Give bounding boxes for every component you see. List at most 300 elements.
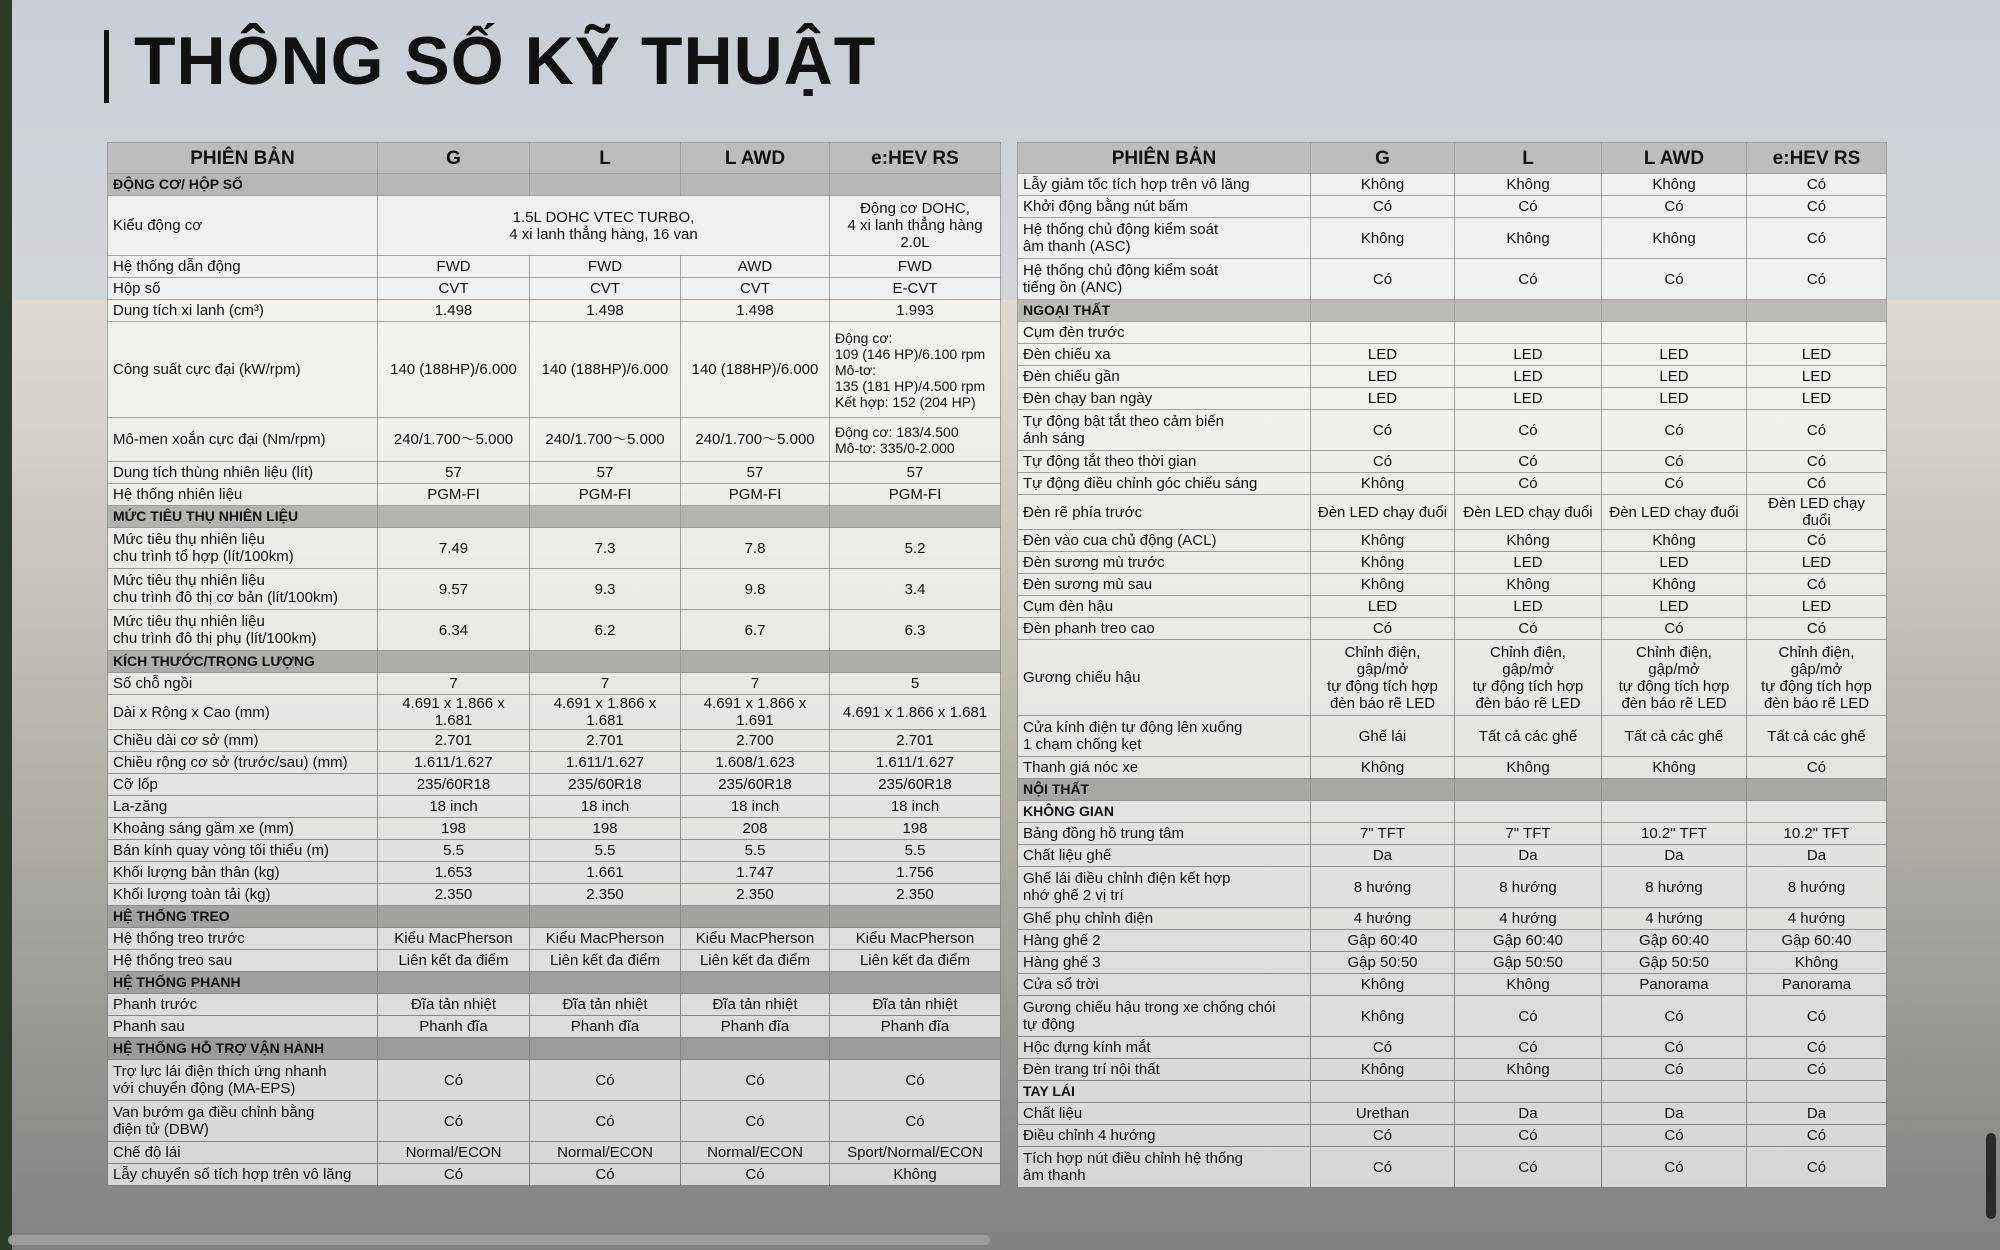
table-header-row: [1018, 143, 1887, 174]
spec-value: Không: [1311, 996, 1455, 1037]
spec-value: 198: [378, 818, 530, 840]
spec-row: [1018, 530, 1887, 552]
spec-label: Khởi động bằng nút bấm: [1018, 196, 1311, 218]
spec-row: [108, 673, 1001, 695]
empty-cell: [1747, 801, 1887, 823]
spec-row: [1018, 845, 1887, 867]
spec-value: Không: [1602, 574, 1747, 596]
empty-cell: [1455, 801, 1602, 823]
spec-row: [1018, 596, 1887, 618]
spec-label: Phanh trước: [108, 994, 378, 1016]
spec-label: Đèn phanh treo cao: [1018, 618, 1311, 640]
spec-value: Có: [530, 1164, 681, 1186]
spec-value: 57: [681, 462, 830, 484]
spec-value: 8 hướng: [1747, 867, 1887, 908]
spec-value: Có: [681, 1101, 830, 1142]
spec-value: Có: [1455, 1125, 1602, 1147]
spec-value: Động cơ DOHC, 4 xi lanh thẳng hàng 2.0L: [830, 196, 1001, 256]
spec-value: [1311, 322, 1455, 344]
spec-value: Không: [1747, 952, 1887, 974]
empty-cell: [530, 506, 681, 528]
empty-cell: [681, 1038, 830, 1060]
spec-value: Có: [1602, 259, 1747, 300]
spec-row: [1018, 618, 1887, 640]
spec-value: Không: [1455, 174, 1602, 196]
spec-label: Gương chiếu hậu: [1018, 640, 1311, 716]
spec-value: 4 hướng: [1455, 908, 1602, 930]
spec-value: Không: [1311, 473, 1455, 495]
header-variant: L: [1455, 143, 1602, 174]
spec-value: 1.498: [378, 300, 530, 322]
header-variant: G: [1311, 143, 1455, 174]
empty-cell: [1311, 1081, 1455, 1103]
spec-value: Có: [1747, 174, 1887, 196]
spec-value: 235/60R18: [830, 774, 1001, 796]
spec-label: Đèn trang trí nội thất: [1018, 1059, 1311, 1081]
spec-label: Trợ lực lái điện thích ứng nhanh với chuyển động (MA-EPS): [108, 1060, 378, 1101]
spec-value: Có: [1747, 473, 1887, 495]
section-title: HỆ THỐNG TREO: [108, 906, 378, 928]
spec-row: [1018, 1037, 1887, 1059]
spec-value: 18 inch: [530, 796, 681, 818]
spec-value: Không: [1311, 574, 1455, 596]
spec-value: 4.691 x 1.866 x 1.681: [830, 695, 1001, 730]
spec-value: 6.7: [681, 610, 830, 651]
empty-cell: [1455, 779, 1602, 801]
spec-value: Có: [1602, 618, 1747, 640]
spec-value: 7.49: [378, 528, 530, 569]
spec-label: Mức tiêu thụ nhiên liệu chu trình đô thị cơ bản (lít/100km): [108, 569, 378, 610]
spec-value: Động cơ: 183/4.500 Mô-tơ: 335/0-2.000: [830, 418, 1001, 462]
spec-label: Đèn chạy ban ngày: [1018, 388, 1311, 410]
spec-row: [1018, 1059, 1887, 1081]
spec-value: 6.3: [830, 610, 1001, 651]
spec-value: 8 hướng: [1455, 867, 1602, 908]
spec-row: [108, 196, 1001, 256]
spec-value: [1455, 322, 1602, 344]
spec-row: [108, 1164, 1001, 1186]
spec-value: 5.5: [530, 840, 681, 862]
spec-value: Có: [1311, 410, 1455, 451]
spec-value: 198: [530, 818, 681, 840]
spec-value: 7: [378, 673, 530, 695]
spec-label: Đèn chiếu gần: [1018, 366, 1311, 388]
empty-cell: [681, 972, 830, 994]
spec-value: 240/1.700～5.000: [378, 418, 530, 462]
spec-value: FWD: [378, 256, 530, 278]
spec-label: Đèn vào cua chủ động (ACL): [1018, 530, 1311, 552]
spec-value: Có: [1455, 410, 1602, 451]
spec-row: [108, 730, 1001, 752]
spec-value: Có: [1311, 1037, 1455, 1059]
spec-label: Cỡ lốp: [108, 774, 378, 796]
spec-value: PGM-FI: [378, 484, 530, 506]
empty-cell: [1602, 779, 1747, 801]
spec-value: 5: [830, 673, 1001, 695]
spec-value: Có: [1602, 996, 1747, 1037]
spec-label: Chất liệu: [1018, 1103, 1311, 1125]
header-variant: e:HEV RS: [830, 143, 1001, 174]
spec-value: 9.3: [530, 569, 681, 610]
spec-label: Lẫy chuyển số tích hợp trên vô lăng: [108, 1164, 378, 1186]
header-variant: L AWD: [1602, 143, 1747, 174]
spec-label: Chế độ lái: [108, 1142, 378, 1164]
empty-cell: [1747, 1081, 1887, 1103]
spec-value: Có: [1602, 1037, 1747, 1059]
spec-row: [1018, 574, 1887, 596]
spec-value: Có: [1455, 996, 1602, 1037]
spec-value: Da: [1747, 1103, 1887, 1125]
empty-cell: [530, 1038, 681, 1060]
spec-value: Ghế lái: [1311, 716, 1455, 757]
spec-value: 2.701: [530, 730, 681, 752]
spec-value: Có: [1455, 1037, 1602, 1059]
spec-row: [1018, 196, 1887, 218]
spec-row: [1018, 1147, 1887, 1188]
spec-label: Khối lượng bản thân (kg): [108, 862, 378, 884]
spec-row: [108, 928, 1001, 950]
spec-label: Hàng ghế 3: [1018, 952, 1311, 974]
spec-label: Hộp số: [108, 278, 378, 300]
spec-value: 208: [681, 818, 830, 840]
spec-value: 2.700: [681, 730, 830, 752]
spec-value: Không: [1455, 530, 1602, 552]
spec-label: Hệ thống treo sau: [108, 950, 378, 972]
spec-value: Có: [1747, 574, 1887, 596]
spec-value: Động cơ: 109 (146 HP)/6.100 rpm Mô-tơ: 135 (181 HP)/4.500 rpm Kết hợp: 152 (204 HP): [830, 322, 1001, 418]
spec-value: E-CVT: [830, 278, 1001, 300]
spec-value: 235/60R18: [530, 774, 681, 796]
spec-value: 240/1.700～5.000: [530, 418, 681, 462]
spec-value: Gập 60:40: [1455, 930, 1602, 952]
spec-label: Ghế lái điều chỉnh điện kết hợp nhớ ghế 2 vị trí: [1018, 867, 1311, 908]
left-edge-strip: [0, 0, 12, 1250]
spec-value: Có: [1311, 259, 1455, 300]
spec-value: PGM-FI: [530, 484, 681, 506]
empty-cell: [1602, 300, 1747, 322]
spec-value: Không: [1602, 530, 1747, 552]
section-header-row: [108, 972, 1001, 994]
spec-value: Kiểu MacPherson: [378, 928, 530, 950]
spec-row: [1018, 1125, 1887, 1147]
spec-label: Kiểu động cơ: [108, 196, 378, 256]
spec-value: FWD: [530, 256, 681, 278]
empty-cell: [681, 651, 830, 673]
spec-value: 4.691 x 1.866 x 1.681: [378, 695, 530, 730]
spec-label: Tích hợp nút điều chỉnh hệ thống âm thanh: [1018, 1147, 1311, 1188]
spec-value: Có: [1747, 410, 1887, 451]
spec-value: Có: [1747, 996, 1887, 1037]
spec-row: [108, 1016, 1001, 1038]
spec-value: [1747, 322, 1887, 344]
spec-row: [1018, 757, 1887, 779]
spec-value: Normal/ECON: [681, 1142, 830, 1164]
spec-value: 7" TFT: [1311, 823, 1455, 845]
spec-value: Đĩa tản nhiệt: [530, 994, 681, 1016]
spec-value: Có: [1455, 259, 1602, 300]
spec-value: LED: [1455, 388, 1602, 410]
spec-value: 2.701: [830, 730, 1001, 752]
empty-cell: [830, 506, 1001, 528]
spec-value: 2.350: [830, 884, 1001, 906]
spec-value: Liên kết đa điểm: [378, 950, 530, 972]
spec-value: Có: [1602, 1059, 1747, 1081]
spec-value: AWD: [681, 256, 830, 278]
spec-value: 198: [830, 818, 1001, 840]
spec-row: [1018, 259, 1887, 300]
spec-label: Chiều dài cơ sở (mm): [108, 730, 378, 752]
spec-value: Không: [1602, 174, 1747, 196]
spec-value: 4.691 x 1.866 x 1.681: [530, 695, 681, 730]
spec-label: Số chỗ ngồi: [108, 673, 378, 695]
spec-value: 7.8: [681, 528, 830, 569]
spec-value: Không: [1455, 757, 1602, 779]
spec-value: Gập 60:40: [1747, 930, 1887, 952]
spec-value: LED: [1602, 344, 1747, 366]
spec-value: Không: [1311, 974, 1455, 996]
spec-value: Da: [1455, 1103, 1602, 1125]
spec-row: [108, 484, 1001, 506]
spec-value: Có: [681, 1060, 830, 1101]
spec-value: Phanh đĩa: [681, 1016, 830, 1038]
spec-value: 4 hướng: [1311, 908, 1455, 930]
spec-value: 1.611/1.627: [378, 752, 530, 774]
spec-value: CVT: [530, 278, 681, 300]
spec-value: Chỉnh điện, gập/mở tự động tích hợp đèn báo rẽ LED: [1455, 640, 1602, 716]
horizontal-scrollbar[interactable]: [8, 1235, 990, 1245]
spec-value: 1.747: [681, 862, 830, 884]
spec-row: [108, 752, 1001, 774]
spec-value: Panorama: [1602, 974, 1747, 996]
empty-cell: [1747, 779, 1887, 801]
spec-value: 1.611/1.627: [530, 752, 681, 774]
spec-row: [108, 862, 1001, 884]
spec-row: [1018, 410, 1887, 451]
spec-value: LED: [1747, 596, 1887, 618]
spec-value: 1.498: [530, 300, 681, 322]
spec-value: Liên kết đa điểm: [830, 950, 1001, 972]
spec-value: Phanh đĩa: [530, 1016, 681, 1038]
spec-value: Có: [1747, 1125, 1887, 1147]
empty-cell: [830, 972, 1001, 994]
spec-value: Có: [1602, 196, 1747, 218]
empty-cell: [1602, 1081, 1747, 1103]
spec-value: Có: [1311, 1125, 1455, 1147]
spec-value: LED: [1311, 366, 1455, 388]
spec-value: 18 inch: [830, 796, 1001, 818]
spec-value: Tất cả các ghế: [1747, 716, 1887, 757]
spec-value: PGM-FI: [830, 484, 1001, 506]
spec-value: Có: [1455, 1147, 1602, 1188]
spec-value: Có: [1455, 473, 1602, 495]
spec-value: Da: [1747, 845, 1887, 867]
spec-value: LED: [1311, 388, 1455, 410]
spec-value: Gập 60:40: [1311, 930, 1455, 952]
spec-value: 6.2: [530, 610, 681, 651]
spec-value: 6.34: [378, 610, 530, 651]
spec-value: Không: [1311, 757, 1455, 779]
spec-row: [108, 610, 1001, 651]
spec-value: LED: [1747, 388, 1887, 410]
spec-value: 18 inch: [378, 796, 530, 818]
spec-value: Không: [1455, 218, 1602, 259]
spec-value: Da: [1602, 1103, 1747, 1125]
spec-label: Đèn rẽ phía trước: [1018, 495, 1311, 530]
spec-value: Có: [1747, 451, 1887, 473]
spec-label: Lẫy giảm tốc tích hợp trên vô lăng: [1018, 174, 1311, 196]
spec-value: 2.350: [530, 884, 681, 906]
spec-row: [108, 462, 1001, 484]
spec-value: 9.57: [378, 569, 530, 610]
empty-cell: [830, 906, 1001, 928]
section-header-row: [108, 174, 1001, 196]
spec-value: Đĩa tản nhiệt: [378, 994, 530, 1016]
spec-value: Đèn LED chạy đuổi: [1455, 495, 1602, 530]
spec-row: [1018, 174, 1887, 196]
spec-value: Da: [1455, 845, 1602, 867]
header-variant: G: [378, 143, 530, 174]
spec-value: 1.993: [830, 300, 1001, 322]
spec-value: 4 hướng: [1747, 908, 1887, 930]
header-variant: L AWD: [681, 143, 830, 174]
section-title: ĐỘNG CƠ/ HỘP SỐ: [108, 174, 378, 196]
spec-value: Phanh đĩa: [830, 1016, 1001, 1038]
spec-row: [1018, 640, 1887, 716]
spec-label: Tự động bật tắt theo cảm biến ánh sáng: [1018, 410, 1311, 451]
spec-label: Đèn sương mù sau: [1018, 574, 1311, 596]
spec-row: [1018, 495, 1887, 530]
page-title: THÔNG SỐ KỸ THUẬT: [134, 23, 877, 99]
spec-value: Kiểu MacPherson: [530, 928, 681, 950]
spec-value: Có: [378, 1164, 530, 1186]
spec-label: Thanh giá nóc xe: [1018, 757, 1311, 779]
title-accent-bar: [104, 30, 109, 103]
spec-value: LED: [1747, 366, 1887, 388]
spec-value: 57: [530, 462, 681, 484]
spec-value: Đèn LED chạy đuổi: [1311, 495, 1455, 530]
spec-value: Panorama: [1747, 974, 1887, 996]
spec-row: [1018, 867, 1887, 908]
spec-value: Có: [830, 1101, 1001, 1142]
spec-value: LED: [1747, 344, 1887, 366]
spec-value: 7: [681, 673, 830, 695]
spec-value: Có: [1455, 196, 1602, 218]
spec-row: [1018, 388, 1887, 410]
header-version: PHIÊN BẢN: [108, 143, 378, 174]
empty-cell: [830, 174, 1001, 196]
spec-row: [108, 278, 1001, 300]
spec-value: Có: [1747, 1037, 1887, 1059]
spec-row: [1018, 716, 1887, 757]
spec-label: Ghế phụ chỉnh điện: [1018, 908, 1311, 930]
spec-row: [108, 1101, 1001, 1142]
spec-label: Hệ thống chủ động kiểm soát âm thanh (ASC): [1018, 218, 1311, 259]
empty-cell: [1311, 779, 1455, 801]
spec-value: Có: [1747, 530, 1887, 552]
empty-cell: [530, 972, 681, 994]
subsection-title: TAY LÁI: [1018, 1081, 1311, 1103]
spec-value: Không: [830, 1164, 1001, 1186]
spec-label: Đèn chiếu xa: [1018, 344, 1311, 366]
spec-table-right: [1017, 142, 1887, 1188]
spec-value: 2.350: [378, 884, 530, 906]
spec-value: Gập 50:50: [1311, 952, 1455, 974]
spec-value: 7.3: [530, 528, 681, 569]
empty-cell: [1455, 1081, 1602, 1103]
empty-cell: [378, 1038, 530, 1060]
spec-label: Bán kính quay vòng tối thiểu (m): [108, 840, 378, 862]
spec-value: 10.2" TFT: [1747, 823, 1887, 845]
spec-row: [108, 528, 1001, 569]
spec-value: Không: [1311, 552, 1455, 574]
spec-label: Công suất cực đại (kW/rpm): [108, 322, 378, 418]
spec-value: 4.691 x 1.866 x 1.691: [681, 695, 830, 730]
spec-value: Đĩa tản nhiệt: [681, 994, 830, 1016]
spec-value: Không: [1602, 218, 1747, 259]
empty-cell: [378, 506, 530, 528]
spec-label: Tự động điều chỉnh góc chiếu sáng: [1018, 473, 1311, 495]
section-title: NỘI THẤT: [1018, 779, 1311, 801]
spec-value: Urethan: [1311, 1103, 1455, 1125]
spec-value: Có: [1602, 410, 1747, 451]
spec-value: Normal/ECON: [530, 1142, 681, 1164]
spec-value: Chỉnh điện, gập/mở tự động tích hợp đèn báo rẽ LED: [1602, 640, 1747, 716]
spec-value: [1602, 322, 1747, 344]
empty-cell: [830, 1038, 1001, 1060]
spec-row: [1018, 930, 1887, 952]
spec-label: Cụm đèn hậu: [1018, 596, 1311, 618]
vertical-scrollbar[interactable]: [1986, 1133, 1996, 1219]
empty-cell: [378, 651, 530, 673]
spec-label: Cửa kính điện tự động lên xuống 1 chạm chống kẹt: [1018, 716, 1311, 757]
empty-cell: [1455, 300, 1602, 322]
spec-value: FWD: [830, 256, 1001, 278]
spec-value: LED: [1602, 596, 1747, 618]
empty-cell: [1602, 801, 1747, 823]
spec-value: LED: [1602, 388, 1747, 410]
spec-value: Có: [1311, 618, 1455, 640]
spec-value: 10.2" TFT: [1602, 823, 1747, 845]
spec-value: 235/60R18: [378, 774, 530, 796]
spec-value: 3.4: [830, 569, 1001, 610]
subsection-header-row: [1018, 801, 1887, 823]
spec-value: CVT: [681, 278, 830, 300]
empty-cell: [530, 174, 681, 196]
spec-label: Mô-men xoắn cực đại (Nm/rpm): [108, 418, 378, 462]
section-header-row: [108, 651, 1001, 673]
spec-row: [108, 840, 1001, 862]
table-header-row: [108, 143, 1001, 174]
empty-cell: [530, 906, 681, 928]
spec-value: Có: [530, 1060, 681, 1101]
spec-label: Đèn sương mù trước: [1018, 552, 1311, 574]
spec-label: Khối lượng toàn tải (kg): [108, 884, 378, 906]
spec-label: Tự động tắt theo thời gian: [1018, 451, 1311, 473]
spec-value: Có: [1747, 1059, 1887, 1081]
spec-value: Không: [1311, 530, 1455, 552]
spec-value: Đĩa tản nhiệt: [830, 994, 1001, 1016]
spec-value: Có: [1747, 218, 1887, 259]
spec-value: Có: [1747, 618, 1887, 640]
spec-label: Mức tiêu thụ nhiên liệu chu trình tổ hợp (lít/100km): [108, 528, 378, 569]
spec-label: Hệ thống nhiên liệu: [108, 484, 378, 506]
section-header-row: [1018, 300, 1887, 322]
spec-label: Hộc đựng kính mắt: [1018, 1037, 1311, 1059]
spec-value: 235/60R18: [681, 774, 830, 796]
spec-value: Có: [830, 1060, 1001, 1101]
spec-value: 140 (188HP)/6.000: [530, 322, 681, 418]
empty-cell: [530, 651, 681, 673]
